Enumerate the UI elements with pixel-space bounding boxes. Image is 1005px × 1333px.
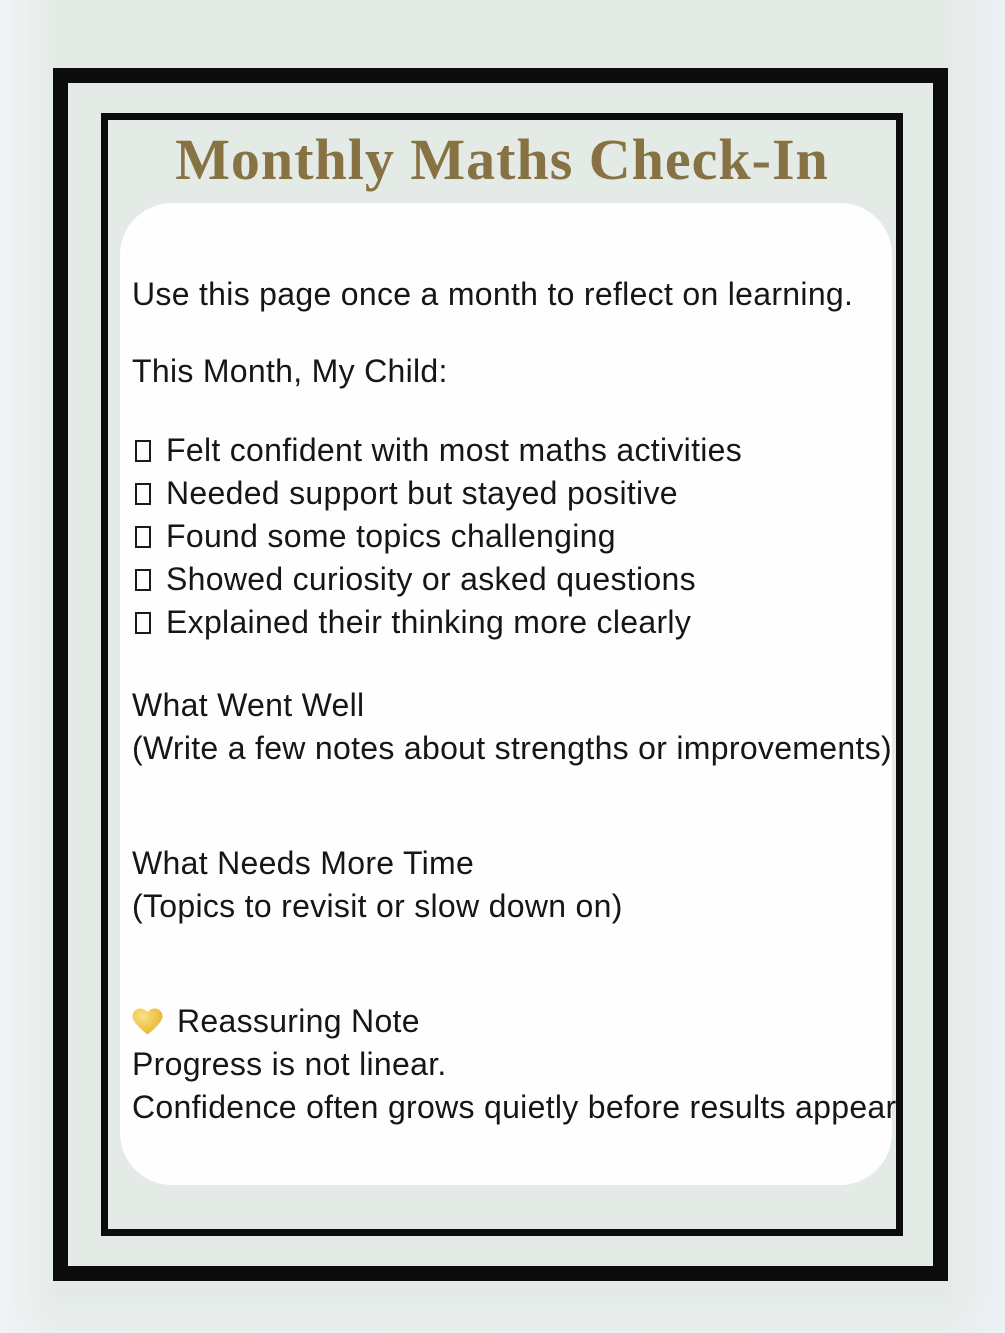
intro-text: Use this page once a month to reflect on learning.: [132, 276, 854, 312]
checkbox-icon[interactable]: [135, 569, 151, 591]
checklist: [132, 429, 876, 644]
checklist-item-label: Explained their thinking more clearly: [166, 604, 692, 640]
checklist-item: [132, 601, 876, 644]
note-line-2: Confidence often grows quietly before results appear: [132, 1089, 897, 1125]
checklist-item-label: Needed support but stayed positive: [166, 475, 678, 511]
checklist-heading: This Month, My Child:: [132, 353, 448, 389]
page-edge-fade: [0, 1293, 1005, 1333]
checkbox-icon[interactable]: [135, 483, 151, 505]
checklist-item: [132, 558, 876, 601]
checklist-item-label: Found some topics challenging: [166, 518, 616, 554]
checklist-item: [132, 429, 876, 472]
note-heading-row: [132, 1000, 876, 1043]
checkbox-icon[interactable]: [135, 440, 151, 462]
checkbox-icon[interactable]: [135, 612, 151, 634]
section-heading-went-well: What Went Well: [132, 687, 365, 723]
checklist-item: [132, 515, 876, 558]
note-heading: Reassuring Note: [177, 1003, 420, 1039]
checklist-item-label: Felt confident with most maths activities: [166, 432, 743, 468]
page-title: Monthly Maths Check-In: [175, 127, 829, 192]
yellow-heart-icon: [132, 1007, 163, 1036]
worksheet-card: [120, 203, 897, 1185]
section-subheading-needs-time: (Topics to revisit or slow down on): [132, 888, 623, 924]
section-subheading-went-well: (Write a few notes about strengths or improvements): [132, 730, 892, 766]
checklist-item-label: Showed curiosity or asked questions: [166, 561, 696, 597]
checkbox-icon[interactable]: [135, 526, 151, 548]
section-heading-needs-time: What Needs More Time: [132, 845, 475, 881]
checklist-item: [132, 472, 876, 515]
note-line-1: Progress is not linear.: [132, 1046, 447, 1082]
